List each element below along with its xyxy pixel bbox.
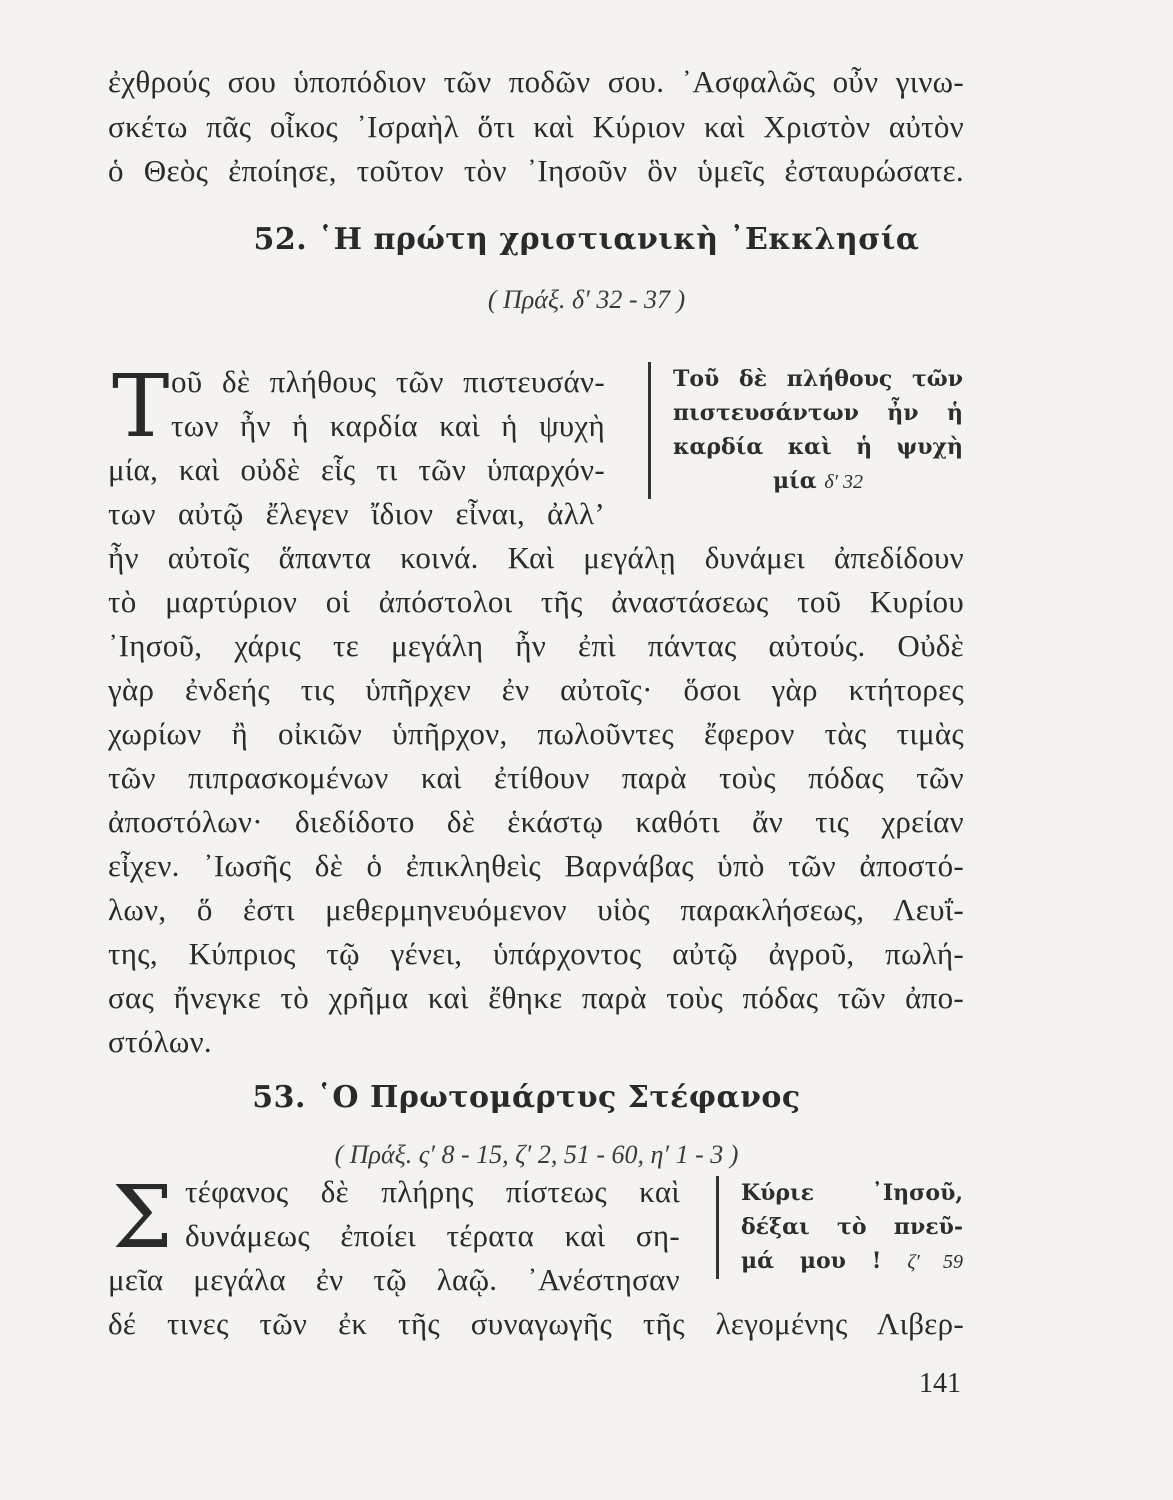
section-heading: 53. ῾Ο Πρωτομάρτυς Στέφανος xyxy=(252,1080,801,1115)
margin-note-line: δέξαι τὸ πνεῦ- xyxy=(741,1214,963,1240)
text-line: στόλων. xyxy=(108,1024,212,1059)
drop-cap: Τ xyxy=(112,357,170,457)
text-line: οῦ δὲ πλήθους τῶν πιστευσάν- xyxy=(171,364,605,399)
text-line: τῶν πιπρασκομένων καὶ ἐτίθουν παρὰ τοὺς πόδας τῶν xyxy=(108,760,964,795)
margin-note-line xyxy=(741,1244,963,1279)
text-line: μεῖα μεγάλα ἐν τῷ λαῷ. ᾿Ανέστησαν xyxy=(108,1262,680,1297)
margin-note-line: Κύριε ᾿Ιησοῦ, xyxy=(741,1180,963,1206)
margin-note-line: Τοῦ δὲ πλήθους τῶν xyxy=(673,366,963,392)
margin-note-word: μά μου ! xyxy=(741,1248,882,1274)
margin-note-word: μία xyxy=(772,468,817,494)
text-line: δυνάμεως ἐποίει τέρατα καὶ ση- xyxy=(185,1218,680,1253)
margin-note xyxy=(648,362,963,499)
text-line: της, Κύπριος τῷ γένει, ὑπάρχοντος αὐτῷ ἀγροῦ, πωλή- xyxy=(108,936,964,971)
margin-note-line: καρδία καὶ ἡ ψυχὴ xyxy=(673,434,963,460)
text-line: σκέτω πᾶς οἶκος ᾿Ισραὴλ ὅτι καὶ Κύριον καὶ Χριστὸν αὐτὸν xyxy=(108,109,964,144)
page-number: 141 xyxy=(919,1368,961,1399)
text-line: χωρίων ἢ οἰκιῶν ὑπῆρχον, πωλοῦντες ἔφερον τὰς τιμὰς xyxy=(108,716,964,751)
text-line: τὸ μαρτύριον οἱ ἀπόστολοι τῆς ἀναστάσεως τοῦ Κυρίου xyxy=(108,584,964,619)
text-line: λων, ὅ ἐστι μεθερμηνευόμενον υἱὸς παρακλήσεως, Λευΐ- xyxy=(108,892,964,927)
margin-note xyxy=(716,1176,963,1279)
margin-note-citation: ζ′ 59 xyxy=(907,1251,963,1273)
text-line: εἶχεν. ᾿Ιωσῆς δὲ ὁ ἐπικληθεὶς Βαρνάβας ὑπὸ τῶν ἀποστό- xyxy=(108,848,964,883)
text-line: σας ἤνεγκε τὸ χρῆμα καὶ ἔθηκε παρὰ τοὺς πόδας τῶν ἀπο- xyxy=(108,980,964,1015)
scripture-reference: ( Πράξ. δ′ 32 - 37 ) xyxy=(487,285,686,314)
text-line: δέ τινες τῶν ἐκ τῆς συναγωγῆς τῆς λεγομένης Λιβερ- xyxy=(108,1306,964,1341)
text-line: ὁ Θεὸς ἐποίησε, τοῦτον τὸν ᾿Ιησοῦν ὃν ὑμεῖς ἐσταυρώσατε. xyxy=(108,153,964,188)
text-line: γὰρ ἐνδεής τις ὑπῆρχεν ἐν αὐτοῖς· ὅσοι γὰρ κτήτορες xyxy=(108,672,964,707)
drop-cap: Σ xyxy=(112,1168,173,1268)
text-line: ἦν αὐτοῖς ἅπαντα κοινά. Καὶ μεγάλῃ δυνάμει ἀπεδίδουν xyxy=(108,540,964,575)
text-line: ἀποστόλων· διεδίδοτο δὲ ἑκάστῳ καθότι ἄν τις χρείαν xyxy=(108,804,964,839)
margin-note-line xyxy=(673,464,963,499)
text-line: των αὐτῷ ἔλεγεν ἴδιον εἶναι, ἀλλ’ xyxy=(108,496,605,531)
text-line: τέφανος δὲ πλήρης πίστεως καὶ xyxy=(185,1174,680,1209)
section-heading: 52. ῾Η πρώτη χριστιανικὴ ᾿Εκκλησία xyxy=(253,222,920,257)
margin-note-citation: δ′ 32 xyxy=(824,471,864,493)
margin-note-line: πιστευσάντων ἦν ἡ xyxy=(673,400,963,426)
scripture-reference: ( Πράξ. ς′ 8 - 15, ζ′ 2, 51 - 60, η′ 1 - 3 ) xyxy=(334,1140,739,1169)
text-line: των ἦν ἡ καρδία καὶ ἡ ψυχὴ xyxy=(171,408,605,443)
text-line: μία, καὶ οὐδὲ εἷς τι τῶν ὑπαρχόν- xyxy=(108,452,605,487)
text-line: ᾿Ιησοῦ, χάρις τε μεγάλη ἦν ἐπὶ πάντας αὐτούς. Οὐδὲ xyxy=(108,628,964,663)
text-line: ἐχθρούς σου ὑποπόδιον τῶν ποδῶν σου. ᾿Ασφαλῶς οὖν γινω- xyxy=(108,64,964,99)
